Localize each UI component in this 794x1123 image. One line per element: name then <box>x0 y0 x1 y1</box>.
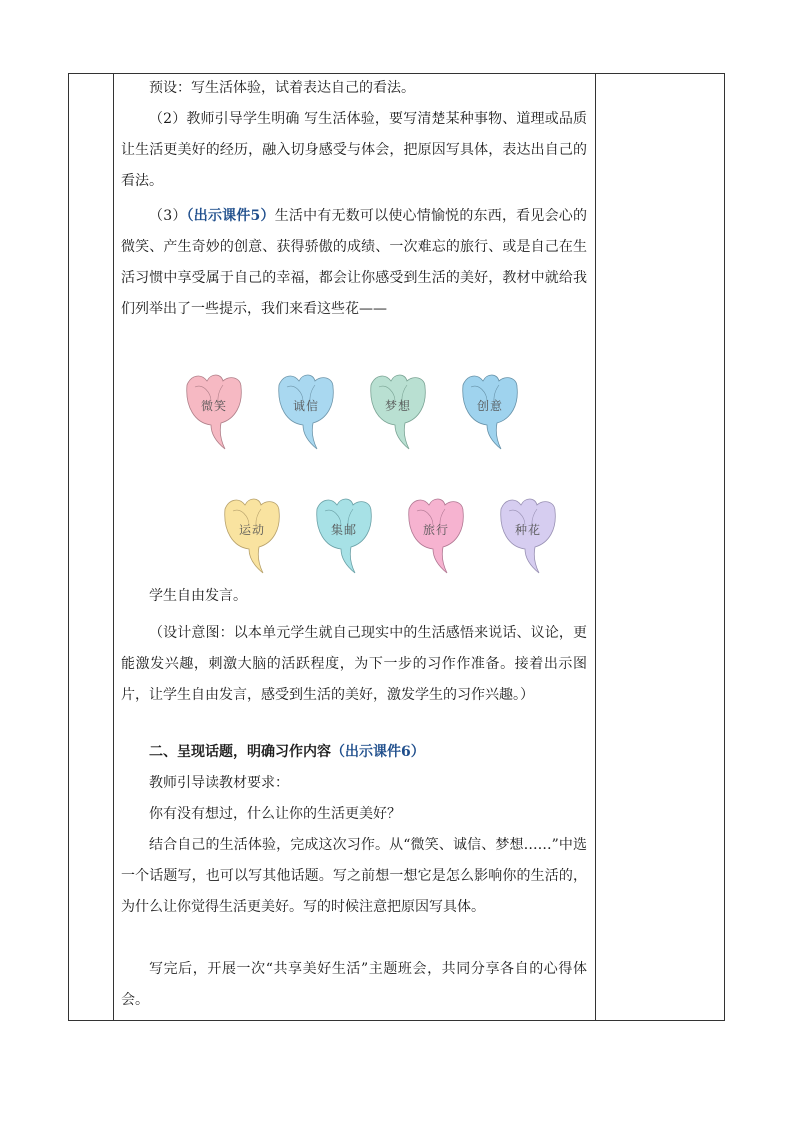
flower-label: 种花 <box>514 523 541 537</box>
requirement-paragraph: 结合自己的生活体验，完成这次习作。从“微笑、诚信、梦想……”中选一个话题写，也可以写其他话题。写之前想一想它是怎么影响你的生活的，为什么让你觉得生活更美好。写的时候注意把原因写具体。 <box>121 837 587 915</box>
question-paragraph: 你有没有想过，什么让你的生活更美好？ <box>149 806 401 822</box>
column-divider-left <box>113 74 114 1020</box>
flower-card <box>365 371 431 451</box>
courseware-5-label: （出示课件5） <box>186 208 275 224</box>
teacher-guidance-paragraph: （2）教师引导学生明确 写生活体验，要写清楚某种事物、道理或品质让生活更美好的经历，融入切身感受与体会，把原因写具体，表达出自己的看法。 <box>121 111 587 189</box>
flower-card <box>403 495 469 575</box>
flower-card <box>311 495 377 575</box>
flower-card <box>219 495 285 575</box>
section-heading-text: 二、呈现话题，明确习作内容 <box>149 744 331 760</box>
flower-label: 集邮 <box>330 523 357 537</box>
flower-label: 诚信 <box>292 399 319 413</box>
column-divider-right <box>595 74 596 1020</box>
class-meeting-paragraph: 写完后，开展一次“共享美好生活”主题班会，共同分享各自的心得体会。 <box>121 961 587 1008</box>
flower-card <box>273 371 339 451</box>
flower-card <box>495 495 561 575</box>
flower-label: 运动 <box>238 523 265 537</box>
student-speak-paragraph: 学生自由发言。 <box>149 588 247 604</box>
flower-label: 旅行 <box>422 523 449 537</box>
design-intent-text: （设计意图：以本单元学生就自己现实中的生活感悟来说话、议论，更能激发兴趣，刺激大脑的活跃程度，为下一步的习作作准备。接着出示图片，让学生自由发言，感受到生活的美好，激发学生的习作兴趣。） <box>121 625 587 703</box>
courseware5-body: 生活中有无数可以使心情愉悦的东西，看见会心的微笑、产生奇妙的创意、获得骄傲的成绩、一次难忘的旅行、或是自己在生活习惯中享受属于自己的幸福，都会让你感受到生活的美好，教材中就给我们列举出了一些提示，我们来看这些花—— <box>121 208 587 317</box>
section-two-heading <box>121 737 587 768</box>
courseware-6-label: （出示课件6） <box>331 744 425 760</box>
design-intent-paragraph <box>121 618 587 711</box>
flower-label: 创意 <box>476 399 503 413</box>
flower-label: 梦想 <box>384 399 411 413</box>
teacher-reading-paragraph: 教师引导读教材要求： <box>149 775 289 791</box>
step-number: （3） <box>149 208 187 224</box>
flower-card <box>181 371 247 451</box>
flower-card <box>457 371 523 451</box>
courseware5-paragraph <box>121 201 587 325</box>
preset-paragraph: 预设：写生活体验，试着表达自己的看法。 <box>149 80 415 96</box>
flower-label: 微笑 <box>200 399 227 413</box>
